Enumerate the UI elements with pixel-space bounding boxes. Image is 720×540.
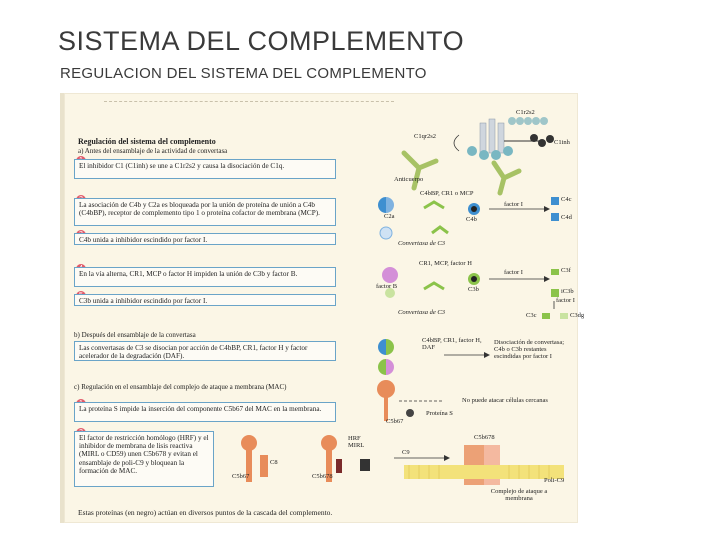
label-factor-i-1: factor I (504, 201, 523, 208)
label-convertasa-c3-1: Convertasa de C3 (398, 240, 445, 247)
label-c3b: C3b (468, 286, 479, 293)
label-proteina-s: Proteína S (426, 410, 453, 417)
label-poli-c9: Poli-C9 (544, 477, 565, 484)
label-c4bbp-cr1-fh-daf: C4bBP, CR1, factor H, DAF (422, 337, 482, 351)
label-factor-i-3: factor I (556, 297, 575, 304)
label-c9: C9 (402, 449, 410, 456)
label-cr1-mcp-factor-h: CR1, MCP, factor H (419, 260, 472, 267)
label-c1r2s2: C1r2s2 (516, 109, 535, 116)
label-factor-b: factor B (376, 283, 398, 290)
label-no-puede-atacar: No puede atacar células cercanas (462, 397, 548, 404)
label-factor-i-2: factor I (504, 269, 523, 276)
label-c4c: C4c (561, 196, 572, 203)
label-ic3b: iC3b (561, 288, 574, 295)
label-c5b67-1: C5b67 (386, 418, 404, 425)
label-c5b678-2: C5b678 (312, 473, 333, 480)
figure-heading: Regulación del sistema del complemento (78, 137, 216, 146)
label-c4d: C4d (561, 214, 572, 221)
text-box-a2: La asociación de C4b y C2a es bloqueada por la unión de proteína de unión a C4b (C4bBP), receptor de complemento tipo 1 o proteína cofactor de membrana (MCP). (74, 198, 336, 226)
diagram-graphics (64, 93, 578, 523)
label-c3dg: C3dg (570, 312, 585, 319)
figure-footer: Estas proteínas (en negro) actúan en diversos puntos de la cascada del complemento. (78, 508, 333, 517)
label-c1q: C1qr2s2 (414, 133, 437, 140)
label-c5b678-1: C5b678 (474, 434, 495, 441)
label-c1inh: C1inh (554, 139, 570, 146)
text-box-b: Las convertasas de C3 se disocian por acción de C4bBP, CR1, factor H y factor acelerador de la degradación (DAF). (74, 341, 336, 361)
slide-title: SISTEMA DEL COMPLEMENTO (58, 26, 465, 56)
label-complejo-ataque: Complejo de ataque a membrana (490, 488, 548, 502)
label-c8: C8 (270, 459, 278, 466)
label-convertasa-c3-2: Convertasa de C3 (398, 309, 445, 316)
slide-subtitle: REGULACION DEL SISTEMA DEL COMPLEMENTO (60, 65, 427, 82)
text-box-c1: La proteína S impide la inserción del componente C5b67 del MAC en la membrana. (74, 402, 336, 422)
section-b-label: b) Después del ensamblaje de la convertasa (74, 331, 196, 339)
text-box-a1: El inhibidor C1 (C1inh) se une a C1r2s2 y causa la disociación de C1q. (74, 159, 336, 179)
text-box-a3: C4b unida a inhibidor escindido por factor I. (74, 233, 336, 245)
label-c4bbp-cr1-mcp: C4bBP, CR1 o MCP (420, 190, 474, 197)
label-c3f: C3f (561, 267, 571, 274)
label-c2a: C2a (384, 213, 395, 220)
label-disociacion: Disociación de convertasa; C4b o C3b restantes escindidas por factor I (494, 339, 565, 360)
label-c5b67-2: C5b67 (232, 473, 250, 480)
mac-assembly-graphic (241, 435, 564, 485)
c1-complex-graphic (404, 117, 554, 193)
label-c4b: C4b (466, 216, 477, 223)
section-a-label: a) Antes del ensamblaje de la actividad de convertasa (78, 147, 228, 155)
complement-figure (60, 93, 585, 523)
label-c3c: C3c (526, 312, 537, 319)
text-box-c2: El factor de restricción homólogo (HRF) y el inhibidor de membrana de lisis reactiva (MIRL o CD59) unen C5b678 y evitan el ensamblaje de poli-C9 y bloquean la formación de MAC. (74, 431, 214, 487)
text-box-a5: C3b unida a inhibidor escindido por factor I. (74, 294, 336, 306)
label-hrf-mirl: HRF MIRL (348, 435, 365, 449)
label-anticuerpo: Anticuerpo (394, 176, 424, 183)
text-box-a4: En la vía alterna, CR1, MCP o factor H impiden la unión de C3b y factor B. (74, 267, 336, 287)
section-c-label: c) Regulación en el ensamblaje del complejo de ataque a membrana (MAC) (74, 383, 287, 391)
